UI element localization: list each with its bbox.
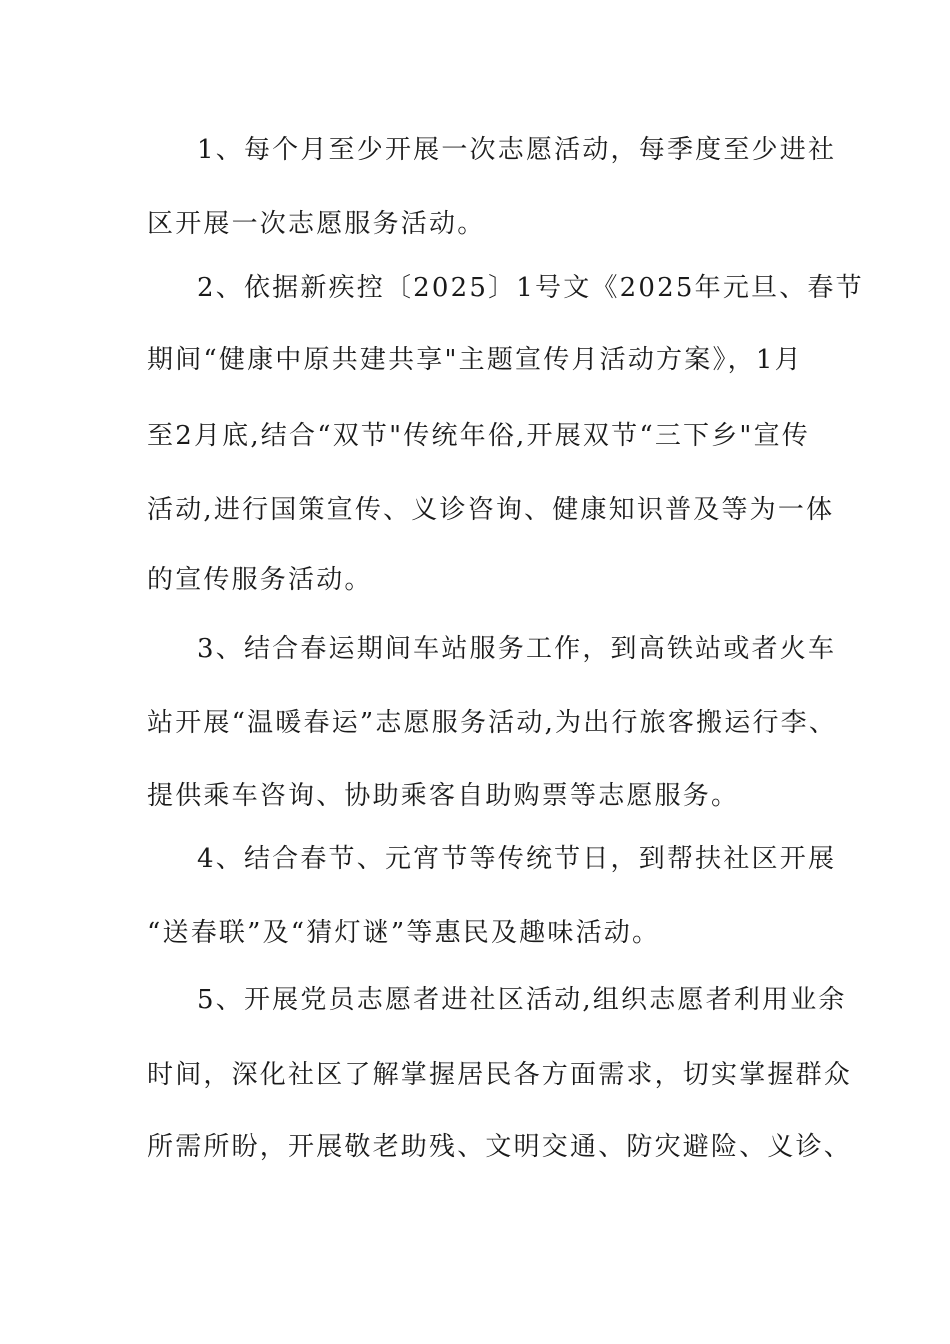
paragraph-4-line-1: 4、结合春节、元宵节等传统节日，到帮扶社区开展 bbox=[197, 844, 837, 874]
paragraph-5-line-2: 时间，深化社区了解掌握居民各方面需求，切实掌握群众 bbox=[147, 1060, 853, 1090]
paragraph-1-line-1: 1、每个月至少开展一次志愿活动，每季度至少进社 bbox=[197, 135, 837, 165]
paragraph-2-line-2: 期间“健康中原共建共享"主题宣传月活动方案》，1月 bbox=[147, 345, 803, 375]
paragraph-2-line-5: 的宣传服务活动。 bbox=[147, 565, 373, 595]
paragraph-2-line-3: 至2月底,结合“双节"传统年俗,开展双节“三下乡"宣传 bbox=[147, 421, 810, 451]
paragraph-1-line-2: 区开展一次志愿服务活动。 bbox=[147, 209, 486, 239]
paragraph-5-line-3: 所需所盼，开展敬老助残、文明交通、防灾避险、义诊、 bbox=[147, 1132, 853, 1162]
paragraph-3-line-3: 提供乘车咨询、协助乘客自助购票等志愿服务。 bbox=[147, 781, 740, 811]
paragraph-3-line-2: 站开展“温暖春运”志愿服务活动,为出行旅客搬运行李、 bbox=[147, 708, 838, 738]
paragraph-5-line-1: 5、开展党员志愿者进社区活动,组织志愿者利用业余 bbox=[197, 985, 847, 1015]
paragraph-2-line-4: 活动,进行国策宣传、义诊咨询、健康知识普及等为一体 bbox=[147, 495, 835, 525]
paragraph-3-line-1: 3、结合春运期间车站服务工作，到高铁站或者火车 bbox=[197, 634, 837, 664]
paragraph-4-line-2: “送春联”及“猜灯谜”等惠民及趣味活动。 bbox=[147, 918, 661, 948]
paragraph-2-line-1: 2、依据新疾控〔2025〕1号文《2025年元旦、春节 bbox=[197, 273, 864, 303]
